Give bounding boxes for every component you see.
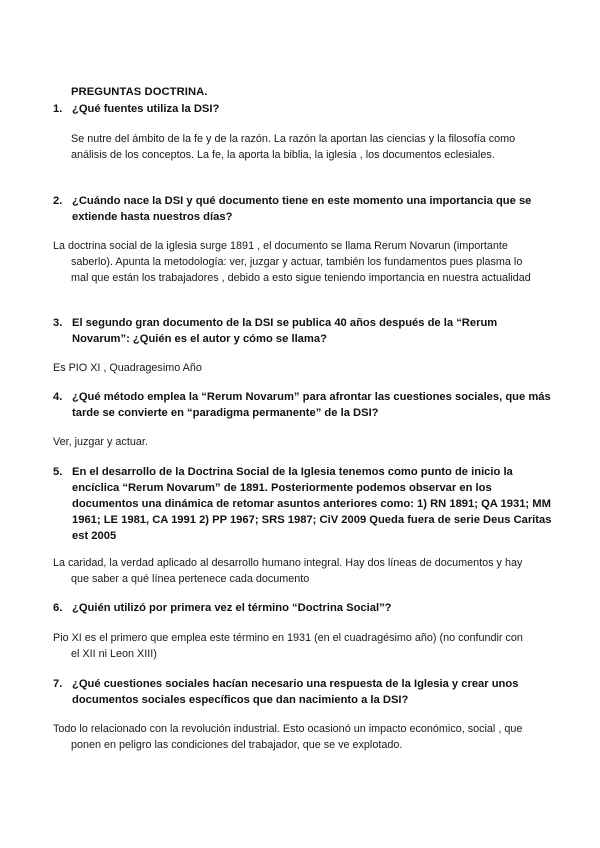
question-5 <box>53 464 553 544</box>
answer-2: La doctrina social de la iglesia surge 1891 , el documento se llama Rerum Novarun (importante saberlo). Apunta la metodología: ver, juzgar y actuar, también los fundamentos pues plasma lo mal que están los trabajadores , debido a esto sigue teniendo importancia en nuestra actualidad <box>53 240 531 284</box>
question-1 <box>53 101 553 117</box>
question-number: 2. <box>53 195 63 207</box>
question-number: 1. <box>53 103 63 115</box>
question-text: El segundo gran documento de la DSI se publica 40 años después de la “Rerum Novarum”: ¿Quién es el autor y cómo se llama? <box>72 317 498 345</box>
question-number: 5. <box>53 466 63 478</box>
question-4 <box>53 389 553 421</box>
answer-3: Es PIO XI , Quadragesimo Año <box>53 362 202 374</box>
question-number: 7. <box>53 678 63 690</box>
question-text: En el desarrollo de la Doctrina Social de la Iglesia tenemos como punto de inicio la encíclica “Rerum Novarum” de 1891. Posteriormente podemos observar en los documentos una dinámica de retomar asuntos anteriores como: 1) RN 1891; QA 1931; MM 1961; LE 1981, CA 1991 2) PP 1967; SRS 1987; CiV 2009 Queda fuera de serie Deus Caritas est 2005 <box>72 466 552 542</box>
question-number: 3. <box>53 317 63 329</box>
question-text: ¿Qué cuestiones sociales hacían necesario una respuesta de la Iglesia y crear unos documentos sociales específicos que dan nacimiento a la DSI? <box>72 678 519 706</box>
answer-7: Todo lo relacionado con la revolución industrial. Esto ocasionó un impacto económico, social , que ponen en peligro las condiciones del trabajador, que se ve explotado. <box>53 723 523 751</box>
answer-4: Ver, juzgar y actuar. <box>53 436 148 448</box>
document-title: PREGUNTAS DOCTRINA. <box>71 86 208 98</box>
question-text: ¿Qué fuentes utiliza la DSI? <box>72 103 220 115</box>
question-7 <box>53 676 553 708</box>
question-text: ¿Cuándo nace la DSI y qué documento tiene en este momento una importancia que se extiende hasta nuestros días? <box>72 195 532 223</box>
answer-5: La caridad, la verdad aplicado al desarrollo humano integral. Hay dos líneas de documentos y hay que saber a qué línea pertenece cada documento <box>53 557 523 585</box>
question-2 <box>53 193 553 225</box>
question-number: 6. <box>53 602 63 614</box>
question-text: ¿Quién utilizó por primera vez el término “Doctrina Social”? <box>72 602 392 614</box>
answer-6: Pio XI es el primero que emplea este término en 1931 (en el cuadragésimo año) (no confundir con el XII ni Leon XIII) <box>53 632 523 660</box>
question-6 <box>53 600 553 616</box>
question-text: ¿Qué método emplea la “Rerum Novarum” para afrontar las cuestiones sociales, que más tarde se convierte en “paradigma permanente” de la DSI? <box>72 391 551 419</box>
answer-1: Se nutre del ámbito de la fe y de la razón. La razón la aportan las ciencias y la filosofía como análisis de los conceptos. La fe, la aporta la biblia, la iglesia , los documentos eclesiales. <box>71 133 516 161</box>
question-3 <box>53 315 553 347</box>
question-number: 4. <box>53 391 63 403</box>
